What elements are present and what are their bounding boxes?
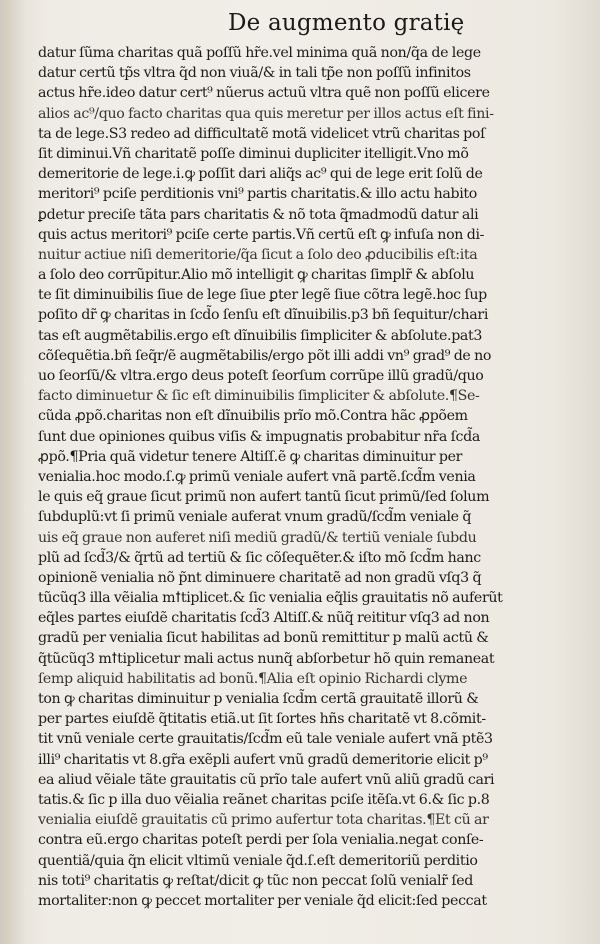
text-line: poſito dr̃ ꝙ charitas in ſcd̃o ſenſu eſt dĩnuibilis.p3 bñ ſequitur/chari <box>38 307 489 324</box>
text-line: per partes eiuſdẽ q̃titatis etiã.ut ſit ſortes hñs charitatẽ vt 8.cõmit- <box>38 711 486 728</box>
text-line: tas eſt augmẽtabilis.ergo eſt dĩnuibilis ſimpliciter & abſolute.pat3 <box>38 327 483 344</box>
text-line: quis actus meritori⁹ pciſe certe partis.Vñ certũ eſt ꝙ infuſa non di- <box>38 226 485 243</box>
text-line: datur certũ tp̃s vltra q̃d non viuã/& in tali tp̃e non poſſũ infinitos <box>38 65 471 82</box>
text-line: meritori⁹ pciſe perditionis vni⁹ partis charitatis.& illo actu habito <box>38 186 477 203</box>
text-line: quentiã/quia q̃n elicit vltimũ veniale q̃d.ſ.eſt demeritoriũ perditio <box>38 852 478 869</box>
gutter-shadow <box>0 0 26 944</box>
text-line: facto diminuetur & ſic eſt diminuibilis ſimpliciter & abſolute.¶Se- <box>38 388 480 405</box>
text-line: alios ac⁹/quo facto charitas qua quis meretur per illos actus eſt fini- <box>38 105 494 122</box>
text-line: uo ſeorſũ/& vltra.ergo deus poteſt ſeorſum corrũpe illũ gradũ/quo <box>38 368 484 384</box>
text-line: te ſit diminuibilis ſiue de lege ſiue ꝑter legẽ ſiue cõtra legẽ.hoc ſup <box>38 287 487 304</box>
text-line: ſemp aliquid habilitatis ad bonũ.¶Alia eſt opinio Richardi clyme <box>38 670 468 687</box>
text-line: le quis eq̃ graue ſicut primũ non aufert tantũ ſicut primũ/ſed ſolum <box>38 489 490 506</box>
text-line: ſunt due opiniones quibus viſis & impugnatis probabitur nr̃a ſcd̃a <box>38 428 480 445</box>
running-head: De augmento gratię <box>228 10 465 36</box>
text-line: actus hr̃e.ideo datur cert⁹ nũerus actuũ vltra quẽ non poſſũ elicere <box>38 85 490 102</box>
text-line: nis toti⁹ charitatis ꝙ reſtat/dicit ꝙ tũc non peccat ſolũ venialr̃ ſed <box>38 872 473 889</box>
text-line: a ſolo deo corrũpitur.Alio mõ intelligit ꝙ charitas ſimplr̃ & abſolu <box>38 267 475 284</box>
text-line: opinionẽ venialia nõ p̃nt diminuere charitatẽ ad non gradũ vſq3 q̃ <box>38 569 482 586</box>
text-line: illi⁹ charitatis vt 8.gr̃a exẽpli aufert vnũ gradũ demeritorie elicit p⁹ <box>38 751 488 768</box>
text-line: tatis.& ſic p illa duo vẽialia reãnet charitas pciſe itẽſa.vt 6.& ſic p.8 <box>38 791 490 808</box>
text-block <box>38 43 558 911</box>
text-line: contra eũ.ergo charitas poteſt perdi per ſola venialia.negat conſe- <box>38 832 484 849</box>
text-line: cõſequẽtia.bñ ſeq̃r/ẽ augmẽtabilis/ergo põt illi addi vn⁹ grad⁹ de no <box>38 347 492 364</box>
text-line: venialia eiuſdẽ grauitatis cũ primo aufertur tota charitas.¶Et cũ ar <box>38 812 489 829</box>
text-line: uis eq̃ graue non auferet niſi mediũ gradũ/& tertiũ veniale ſubdu <box>38 529 477 546</box>
text-line: tit vnũ veniale certe grauitatis/ſcd̃m eũ tale veniale aufert vnã ptẽ3 <box>38 731 493 748</box>
text-line: demeritorie de lege.i.ꝙ poſſit dari aliq̃s ac⁹ qui de lege erit ſolũ de <box>38 166 483 183</box>
text-line: gradũ per venialia ſicut habilitas ad bonũ remittitur p malũ actũ & <box>38 630 489 647</box>
text-line: ſubduplũ:vt ſi primũ veniale auferat vnum gradũ/ſcd̃m veniale q̃ <box>38 509 472 526</box>
text-line: ꝑdetur preciſe tãta pars charitatis & nõ tota q̃madmodũ datur ali <box>38 206 479 223</box>
text-line: ea aliud vẽiale tãte grauitatis cũ prĩo tale aufert vnũ aliũ gradũ cari <box>38 771 495 788</box>
text-line: plũ ad ſcd̃3/& q̃rtũ ad tertiũ & ſic cõſequẽter.& iſto mõ ſcd̃m hanc <box>38 549 481 566</box>
text-line: q̃tũcũq3 mꝉtiplicetur mali actus nunq̃ abſorbetur hõ quin remaneat <box>38 650 495 667</box>
text-line: nuitur actiue niſi demeritorie/q̃a ſicut a ſolo deo ꝓducibilis eſt:ita <box>38 246 478 263</box>
text-line: tũcũq3 illa vẽialia mꝉtiplicet.& ſic venialia eq̃lis grauitatis nõ auferũt <box>38 590 503 607</box>
text-line: ton ꝙ charitas diminuitur p venialia ſcd̃m certã grauitatẽ illorũ & <box>38 691 479 707</box>
text-line: datur ſũma charitas quã poſſũ hr̃e.vel minima quã non/q̃a de lege <box>38 45 481 61</box>
text-line: ꝓpõ.¶Pria quã videtur tenere Altiſſ.ẽ ꝙ charitas diminuitur per <box>38 448 463 465</box>
text-line: mortaliter:non ꝙ peccet mortaliter per veniale q̃d elicit:ſed peccat <box>38 892 487 909</box>
text-line: venialia.hoc modo.ſ.ꝙ primũ veniale aufert vnã partẽ.ſcd̃m venia <box>38 468 476 485</box>
text-line: cũda ꝓpõ.charitas non eſt dĩnuibilis prĩo mõ.Contra hãc ꝓpõem <box>38 408 468 425</box>
text-line: ta de lege.S3 redeo ad difficultatẽ motã videlicet vtrũ charitas poſ <box>38 125 485 142</box>
text-line: eq̃les partes eiuſdẽ charitatis ſcd̃3 Altiſſ.& nũq̃ reititur vſq3 ad non <box>38 610 490 627</box>
text-line: ſit diminui.Vñ charitatẽ poſſe diminui dupliciter itelligit.Vno mõ <box>38 145 469 162</box>
